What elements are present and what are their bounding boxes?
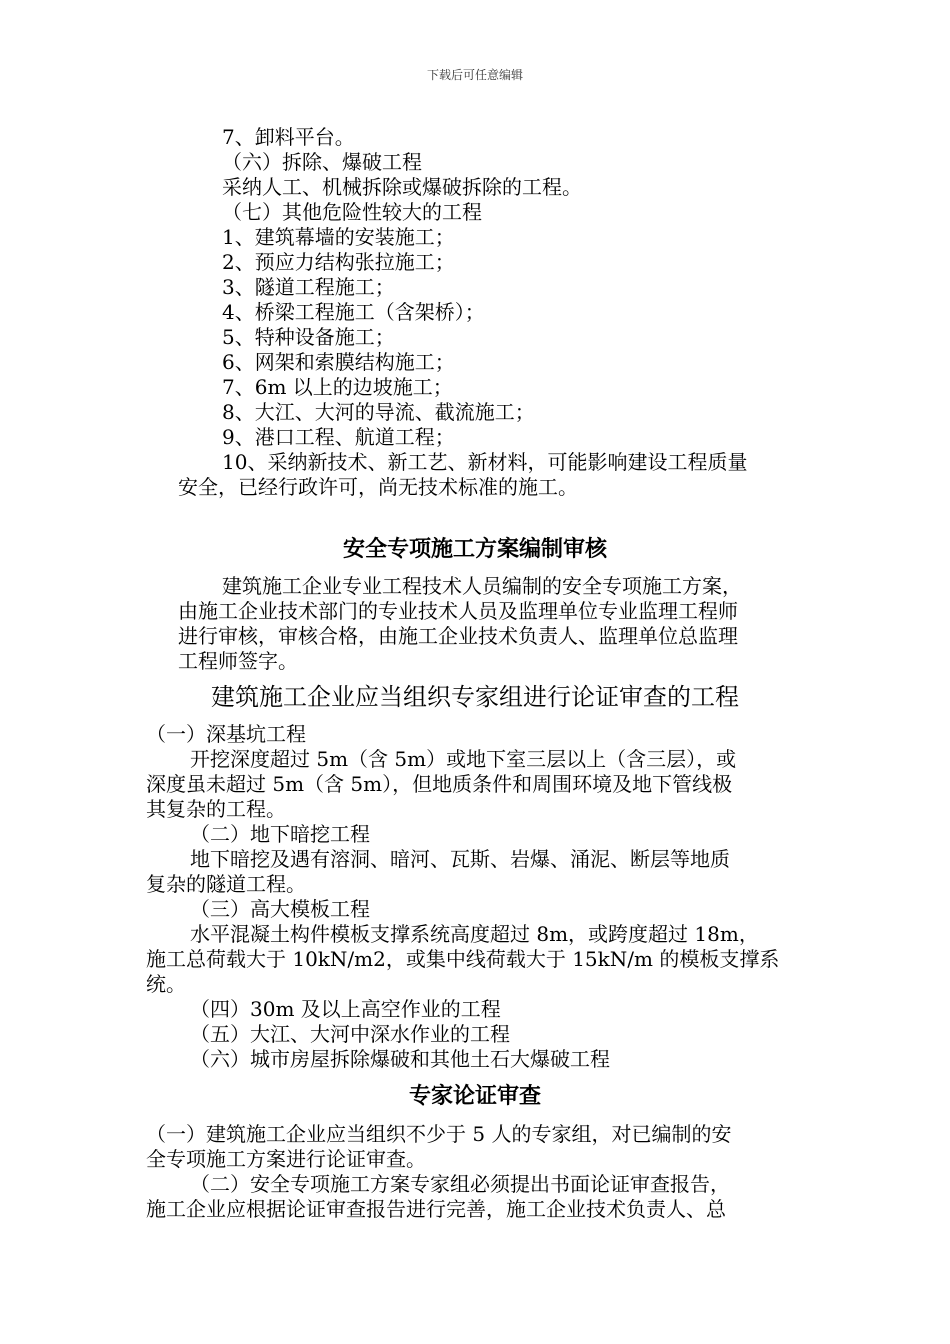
body-line: 7、卸料平台。 — [222, 125, 355, 149]
body-line: 10、采纳新技术、新工艺、新材料，可能影响建设工程质量 — [222, 450, 748, 474]
body-line: 地下暗挖及遇有溶洞、暗河、瓦斯、岩爆、涌泥、断层等地质 — [190, 847, 730, 871]
body-line: 建筑施工企业专业工程技术人员编制的安全专项施工方案， — [222, 574, 742, 598]
body-line: 安全，已经行政许可，尚无技术标准的施工。 — [178, 475, 578, 499]
body-line: 进行审核，审核合格，由施工企业技术负责人、监理单位总监理 — [178, 624, 738, 648]
body-line: 全专项施工方案进行论证审查。 — [146, 1147, 426, 1171]
body-line: （四）30m 及以上高空作业的工程 — [190, 997, 501, 1021]
body-line: 9、港口工程、航道工程； — [222, 425, 455, 449]
body-line: 采纳人工、机械拆除或爆破拆除的工程。 — [222, 175, 582, 199]
body-line: 5、特种设备施工； — [222, 325, 395, 349]
body-line: 复杂的隧道工程。 — [146, 872, 306, 896]
body-line: 1、建筑幕墙的安装施工； — [222, 225, 455, 249]
body-line: 由施工企业技术部门的专业技术人员及监理单位专业监理工程师 — [178, 599, 738, 623]
body-line: 3、隧道工程施工； — [222, 275, 395, 299]
body-line: 统。 — [146, 972, 186, 996]
header-note: 下载后可任意编辑 — [426, 68, 523, 82]
body-line: （六）城市房屋拆除爆破和其他土石大爆破工程 — [190, 1047, 610, 1071]
body-line: （二）地下暗挖工程 — [190, 822, 370, 846]
body-line: 深度虽未超过 5m（含 5m），但地质条件和周围环境及地下管线极 — [146, 772, 733, 796]
body-line: 7、6m 以上的边坡施工； — [222, 375, 453, 399]
body-line: （六）拆除、爆破工程 — [222, 150, 422, 174]
body-line: （七）其他危险性较大的工程 — [222, 200, 482, 224]
body-line: 工程师签字。 — [178, 649, 298, 673]
body-line: 8、大江、大河的导流、截流施工； — [222, 400, 535, 424]
body-line: 施工企业应根据论证审查报告进行完善，施工企业技术负责人、总 — [146, 1197, 726, 1221]
body-line: 6、网架和索膜结构施工； — [222, 350, 455, 374]
section-heading: 专家论证审查 — [408, 1083, 541, 1109]
body-line: （三）高大模板工程 — [190, 897, 370, 921]
section-heading: 建筑施工企业应当组织专家组进行论证审查的工程 — [211, 683, 739, 711]
body-line: 2、预应力结构张拉施工； — [222, 250, 455, 274]
body-line: 水平混凝土构件模板支撑系统高度超过 8m，或跨度超过 18m， — [190, 922, 759, 946]
section-heading: 安全专项施工方案编制审核 — [342, 536, 607, 562]
body-line: （五）大江、大河中深水作业的工程 — [190, 1022, 510, 1046]
body-line: （二）安全专项施工方案专家组必须提出书面论证审查报告， — [190, 1172, 730, 1196]
body-line: 施工总荷载大于 10kN/m2，或集中线荷载大于 15kN/m 的模板支撑系 — [146, 947, 780, 971]
body-line: 4、桥梁工程施工（含架桥）； — [222, 300, 485, 324]
body-line: （一）建筑施工企业应当组织不少于 5 人的专家组，对已编制的安 — [146, 1122, 732, 1146]
body-line: 开挖深度超过 5m（含 5m）或地下室三层以上（含三层），或 — [190, 747, 737, 771]
body-line: 其复杂的工程。 — [146, 797, 286, 821]
body-line: （一）深基坑工程 — [146, 722, 306, 746]
